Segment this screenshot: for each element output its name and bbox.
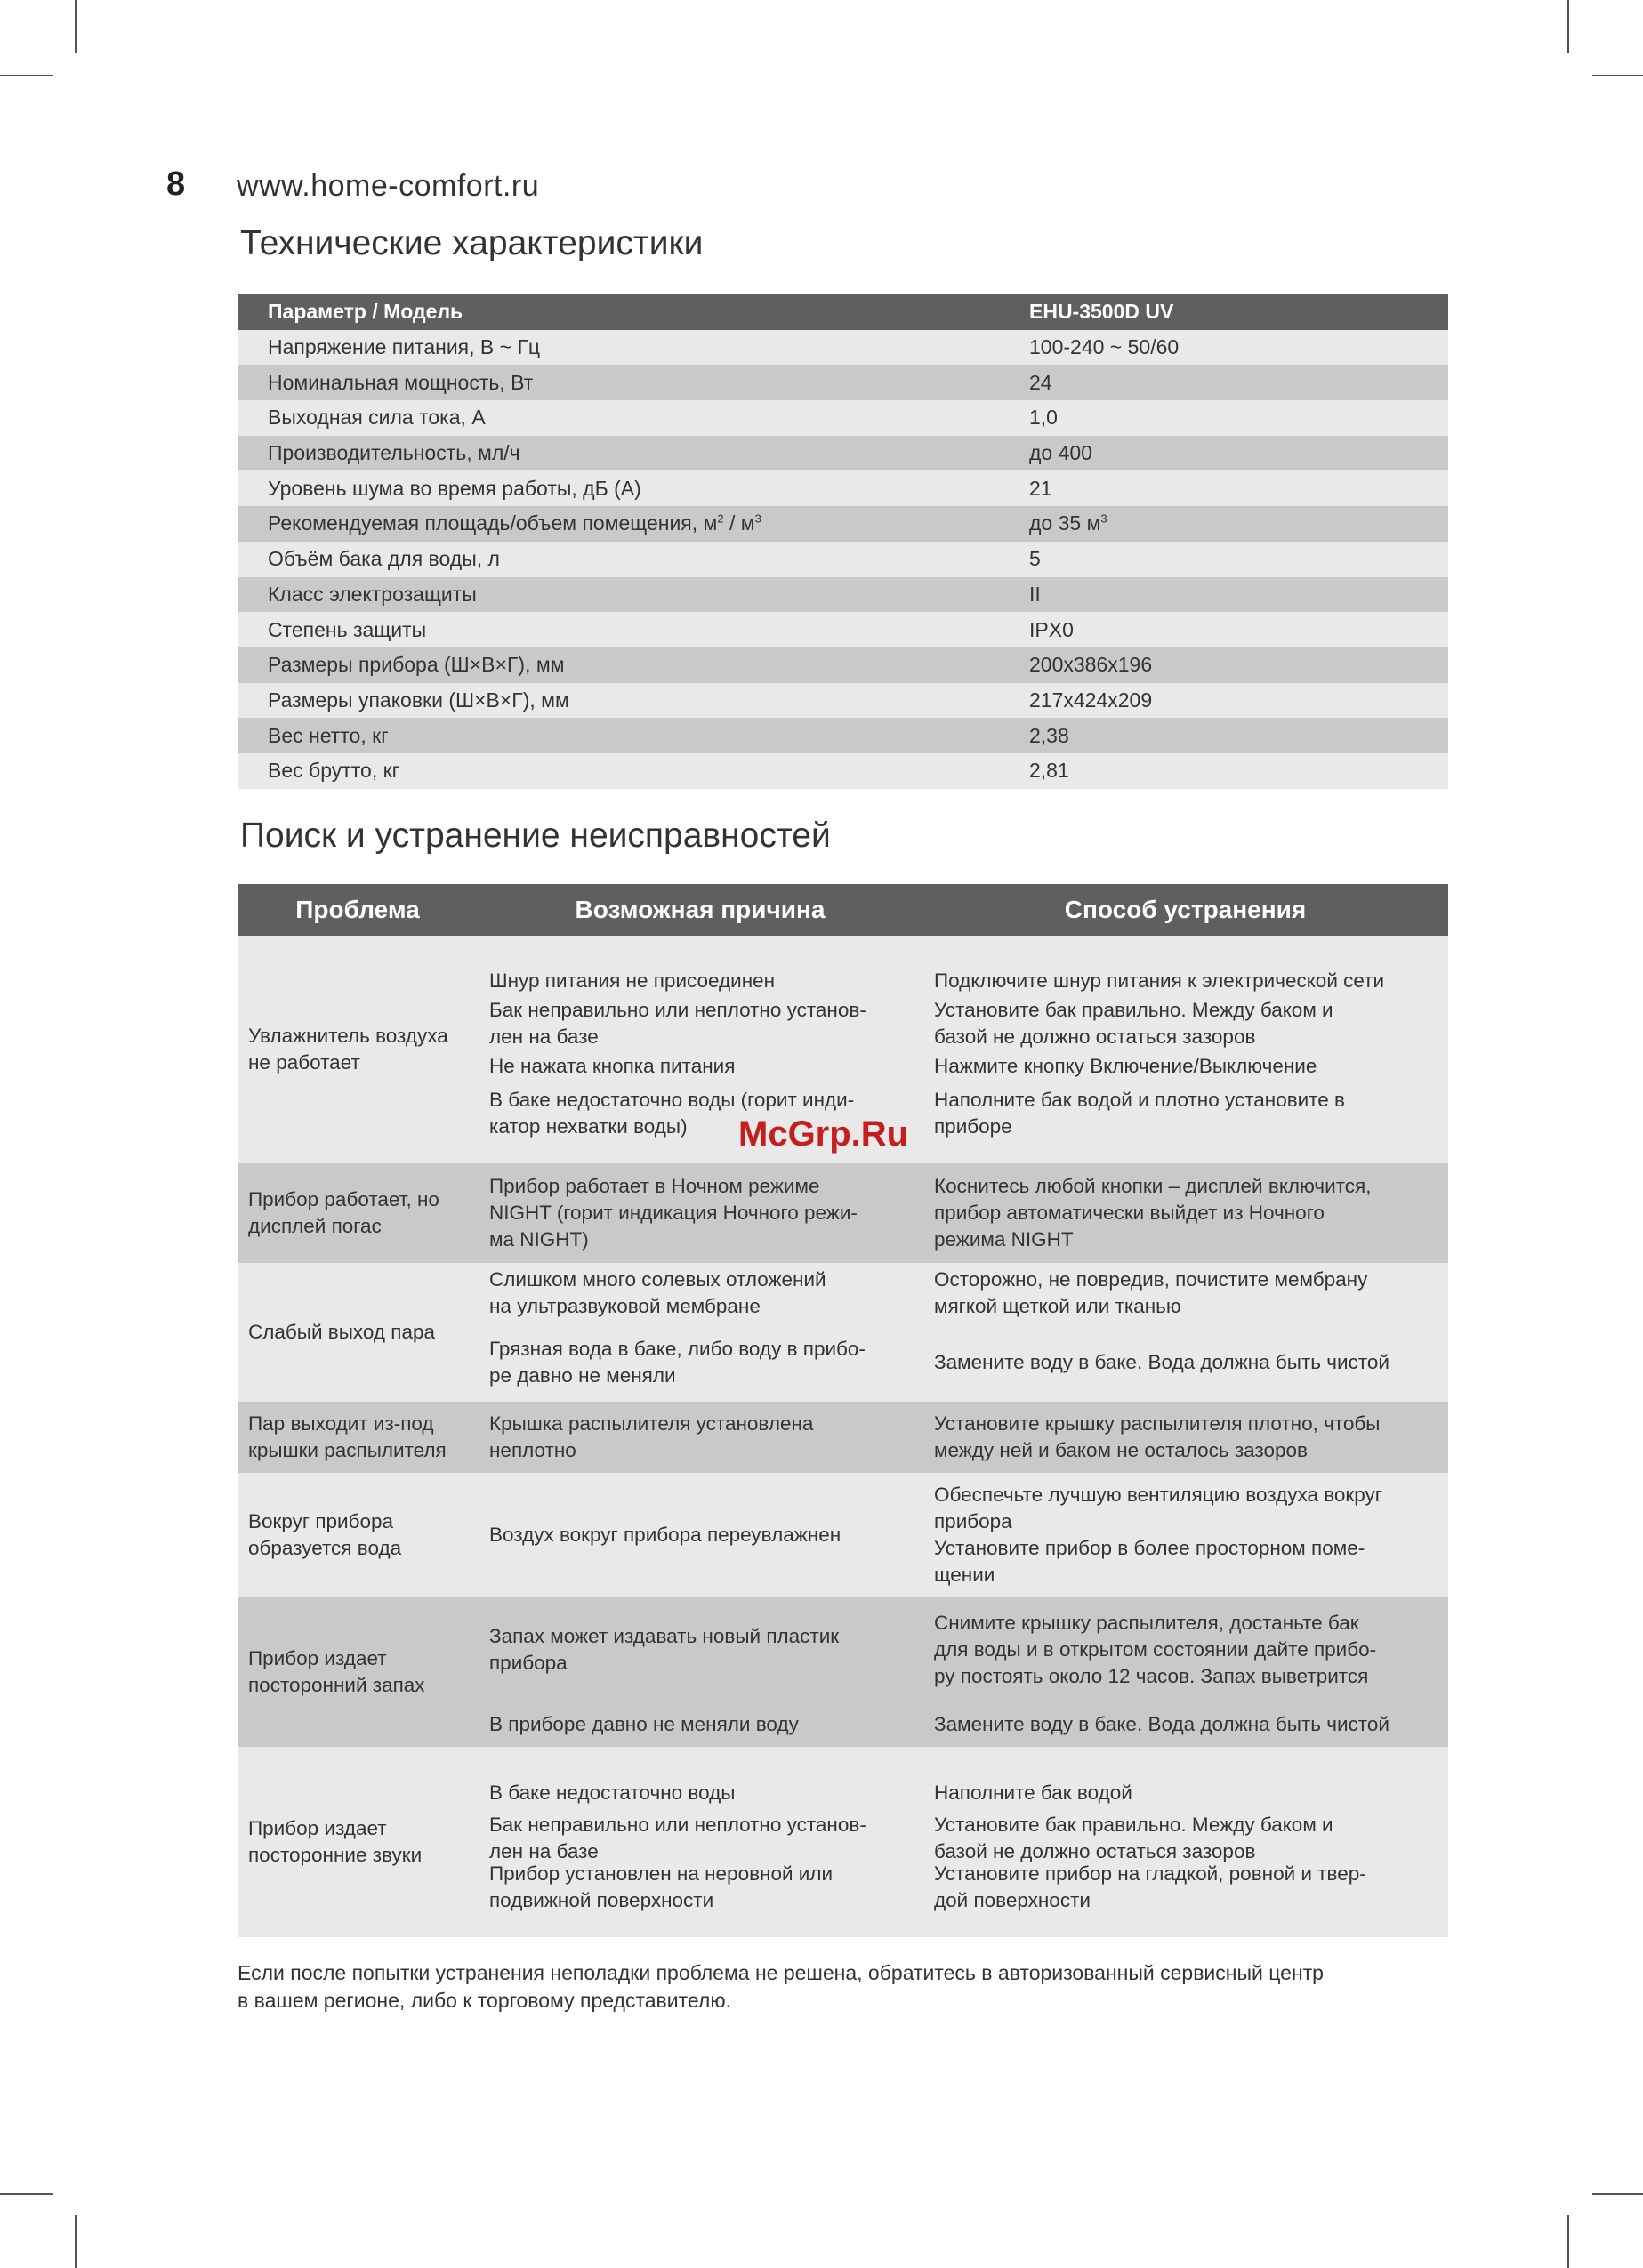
solution-line: Установите прибор на гладкой, ровной и твер- [934,1862,1366,1885]
troubleshooting-body [238,936,1448,1937]
superscript: 3 [1100,511,1107,526]
cause-line: Грязная вода в баке, либо воду в прибо- [489,1338,866,1360]
solution-line: Установите бак правильно. Между баком и [934,999,1333,1021]
cause-line: NIGHT (горит индикация Ночного режи- [489,1202,858,1224]
troubleshooting-table [238,884,1448,1937]
superscript: 3 [754,511,761,526]
cause-solution-pair [478,1323,1448,1402]
cause-line: Не нажата кнопка питания [489,1055,736,1077]
cause-line: на ультразвуковой мембране [489,1295,761,1317]
solution-line: для воды и в открытом состоянии дайте прибо- [934,1638,1377,1661]
header-problem: Проблема [295,896,420,923]
spec-param [238,511,1029,535]
solution-line: Обеспечьте лучшую вентиляцию воздуха вокруг [934,1484,1382,1506]
cause-line: подвижной поверхности [489,1889,714,1911]
cause-solution-pair [478,960,1448,1002]
solution-line: Подключите шнур питания к электрической сети [934,969,1385,992]
cause-solution-pair [478,1597,1448,1702]
cause-line: В приборе давно не меняли воду [489,1713,799,1735]
solution-cell [917,1087,1448,1140]
spec-value: 100-240 ~ 50/60 [1029,335,1180,359]
cause-line: лен на базе [489,1025,599,1048]
cause-cell [478,1861,917,1914]
cause-cell [478,1411,917,1464]
crop-mark [0,75,53,76]
crop-mark [75,2215,77,2268]
solution-line: базой не должно остаться зазоров [934,1840,1256,1862]
cause-line: Крышка распылителя установлена [489,1412,814,1435]
spec-value: 2,81 [1029,759,1069,783]
superscript: 2 [717,511,724,526]
cause-solution-pair [478,1088,1448,1139]
solution-line: прибор автоматически выйдет из Ночного [934,1202,1325,1224]
specs-table [238,294,1448,789]
spec-value: 21 [1029,476,1052,500]
cause-line: катор нехватки воды) [489,1115,688,1138]
solution-line: Осторожно, не повредив, почистите мембрану [934,1268,1368,1291]
specs-title: Технические характеристики [240,224,704,262]
solution-cell [917,1053,1448,1080]
solution-line: мягкой щеткой или тканью [934,1295,1181,1317]
spec-param: Вес брутто, кг [268,759,400,783]
specs-header-param: Параметр / Модель [268,300,463,324]
solution-cell [917,968,1448,994]
specs-row [238,683,1448,719]
cause-solution-list [478,1747,1448,1937]
problem-text [248,1645,425,1699]
cause-cell [478,1711,917,1738]
spec-param: Номинальная мощность, Вт [268,370,534,394]
cause-line: В баке недостаточно воды [489,1781,736,1804]
cause-cell [478,1173,917,1253]
solution-cell [917,1812,1448,1865]
problem-text [248,1319,435,1346]
cause-line: прибора [489,1652,568,1674]
solution-line: Установите крышку распылителя плотно, чтобы [934,1412,1381,1435]
cause-solution-list [478,1597,1448,1747]
spec-param-text: Рекомендуемая площадь/объем помещения, м [268,511,718,535]
cause-cell [478,1522,917,1548]
problem-cell [238,1163,478,1263]
cause-cell [478,1053,917,1080]
troubleshooting-group [238,1473,1448,1597]
troubleshooting-group [238,1402,1448,1473]
spec-value: 2,38 [1029,723,1069,747]
cause-line: Бак неправильно или неплотно установ- [489,999,866,1021]
cause-line: Бак неправильно или неплотно установ- [489,1814,866,1836]
spec-value: 200x386x196 [1029,653,1153,677]
problem-line: Прибор издает [248,1817,387,1839]
footnote-line: Если после попытки устранения неполадки проблема не решена, обратитесь в авторизованный сервисный центр [238,1961,1324,1984]
troubleshooting-group [238,1263,1448,1402]
footnote [238,1959,1465,2015]
spec-value-text: до 35 м [1029,511,1101,535]
solution-cell [917,1173,1448,1253]
specs-header-model: EHU-3500D UV [1029,300,1174,324]
spec-value: 1,0 [1029,406,1058,430]
spec-param: Производительность, мл/ч [268,441,520,465]
cause-cell [478,997,917,1050]
specs-row [238,753,1448,789]
cause-cell [478,1336,917,1389]
solution-line: дой поверхности [934,1889,1091,1911]
problem-line: Прибор издает [248,1647,387,1669]
cause-solution-pair [478,1814,1448,1862]
troubleshooting-title: Поиск и устранение неисправностей [240,816,831,855]
problem-text [248,1508,401,1562]
problem-line: Пар выходит из-под [248,1412,434,1435]
problem-line: образуется вода [248,1537,402,1559]
cause-line: Слишком много солевых отложений [489,1268,826,1291]
solution-line: Нажмите кнопку Включение/Выключение [934,1055,1317,1077]
problem-line: Слабый выход пара [248,1321,436,1343]
troubleshooting-group [238,1747,1448,1937]
cause-cell [478,1812,917,1865]
spec-value: IPX0 [1029,617,1074,641]
cause-line: В баке недостаточно воды (горит инди- [489,1089,855,1111]
solution-cell [917,1482,1448,1588]
spec-param: Размеры прибора (Ш×В×Г), мм [268,653,565,677]
solution-cell [917,1349,1448,1376]
specs-row [238,400,1448,436]
problem-line: посторонний запах [248,1674,425,1696]
specs-row [238,470,1448,506]
solution-line: режима NIGHT [934,1228,1074,1251]
spec-value: II [1029,582,1041,606]
problem-text [248,1023,448,1076]
spec-param: Выходная сила тока, А [268,406,486,430]
solution-line: базой не должно остаться зазоров [934,1025,1256,1048]
cause-solution-pair [478,1702,1448,1747]
spec-param: Вес нетто, кг [268,723,389,747]
cause-line: ре давно не меняли [489,1364,676,1387]
problem-line: Прибор работает, но [248,1188,439,1210]
solution-cell [917,1861,1448,1914]
troubleshooting-group [238,1597,1448,1747]
specs-row [238,506,1448,542]
specs-row [238,330,1448,366]
solution-line: Замените воду в баке. Вода должна быть чистой [934,1713,1389,1735]
troubleshooting-header-row [238,884,1448,936]
spec-value: до 400 [1029,441,1092,465]
cause-solution-pair [478,999,1448,1048]
cause-line: Запах может издавать новый пластик [489,1625,840,1647]
cause-line: Прибор работает в Ночном режиме [489,1175,820,1197]
cause-line: неплотно [489,1439,576,1461]
cause-solution-list [478,1263,1448,1402]
spec-value: 217x424x209 [1029,688,1153,712]
watermark: McGrp.Ru [738,1114,909,1154]
crop-mark [1567,0,1569,53]
spec-param: Объём бака для воды, л [268,547,500,571]
specs-row [238,612,1448,647]
cause-line: ма NIGHT) [489,1228,589,1251]
footnote-line: в вашем регионе, либо к торговому представителю. [238,1989,731,2012]
problem-line: Вокруг прибора [248,1510,394,1532]
cause-solution-pair [478,1473,1448,1597]
spec-param-text: / м [723,511,755,535]
specs-row [238,365,1448,400]
problem-cell [238,1473,478,1597]
solution-line: Коснитесь любой кнопки – дисплей включится, [934,1175,1372,1197]
specs-row [238,718,1448,753]
specs-row [238,577,1448,613]
crop-mark [1592,75,1643,76]
solution-line: Наполните бак водой [934,1781,1132,1804]
header-solution: Способ устранения [1064,896,1307,923]
cause-solution-list [478,1402,1448,1473]
solution-line: щении [934,1564,995,1586]
solution-line: Установите прибор в более просторном поме- [934,1537,1365,1559]
cause-solution-list [478,936,1448,1163]
problem-line: не работает [248,1051,360,1074]
cause-line: Воздух вокруг прибора переувлажнен [489,1524,842,1546]
problem-line: дисплей погас [248,1215,382,1237]
solution-line: прибора [934,1510,1012,1532]
specs-row [238,542,1448,577]
solution-cell [917,1267,1448,1320]
problem-text [248,1815,422,1869]
spec-value [1029,511,1448,535]
cause-line: Прибор установлен на неровной или [489,1862,834,1885]
crop-mark [1592,2193,1643,2195]
problem-text [248,1411,447,1464]
problem-cell [238,1597,478,1747]
cause-solution-pair [478,1263,1448,1323]
page-number: 8 [166,165,186,203]
solution-line: Замените воду в баке. Вода должна быть чистой [934,1351,1389,1373]
solution-line: приборе [934,1115,1012,1138]
cause-solution-pair [478,1045,1448,1088]
problem-text [248,1186,439,1240]
spec-param: Размеры упаковки (Ш×В×Г), мм [268,688,569,712]
solution-line: Установите бак правильно. Между баком и [934,1814,1333,1836]
solution-line: Снимите крышку распылителя, достаньте бак [934,1612,1359,1634]
cause-solution-pair [478,1402,1448,1473]
problem-cell [238,1263,478,1402]
spec-value: 5 [1029,547,1041,571]
problem-cell [238,1402,478,1473]
problem-line: крышки распылителя [248,1439,447,1461]
cause-solution-pair [478,1163,1448,1263]
solution-cell [917,1780,1448,1806]
spec-param: Уровень шума во время работы, дБ (А) [268,476,641,500]
specs-row [238,647,1448,683]
cause-solution-pair [478,1769,1448,1817]
cause-cell [478,1780,917,1806]
solution-cell [917,1610,1448,1690]
cause-solution-list [478,1163,1448,1263]
problem-cell [238,936,478,1163]
solution-cell [917,1411,1448,1464]
solution-cell [917,1711,1448,1738]
crop-mark [1567,2215,1569,2268]
header-cause: Возможная причина [575,896,826,923]
cause-line: Шнур питания не присоединен [489,969,776,992]
cause-cell [478,1623,917,1677]
troubleshooting-group [238,1163,1448,1263]
cause-solution-pair [478,1860,1448,1915]
crop-mark [75,0,77,53]
specs-row [238,436,1448,471]
spec-param: Напряжение питания, В ~ Гц [268,335,541,359]
cause-solution-list [478,1473,1448,1597]
cause-line: лен на базе [489,1840,599,1862]
solution-line: между ней и баком не осталось зазоров [934,1439,1308,1461]
crop-mark [0,2193,53,2195]
cause-cell [478,968,917,994]
spec-value: 24 [1029,370,1052,394]
solution-cell [917,997,1448,1050]
cause-cell [478,1267,917,1320]
spec-param: Степень защиты [268,617,427,641]
specs-header-row [238,294,1448,330]
solution-line: ру постоять около 12 часов. Запах выветрится [934,1665,1369,1687]
site-url: www.home-comfort.ru [237,169,540,203]
problem-line: Увлажнитель воздуха [248,1025,448,1047]
problem-line: посторонние звуки [248,1844,423,1866]
problem-cell [238,1747,478,1937]
spec-param: Класс электрозащиты [268,582,477,606]
solution-line: Наполните бак водой и плотно установите в [934,1089,1346,1111]
